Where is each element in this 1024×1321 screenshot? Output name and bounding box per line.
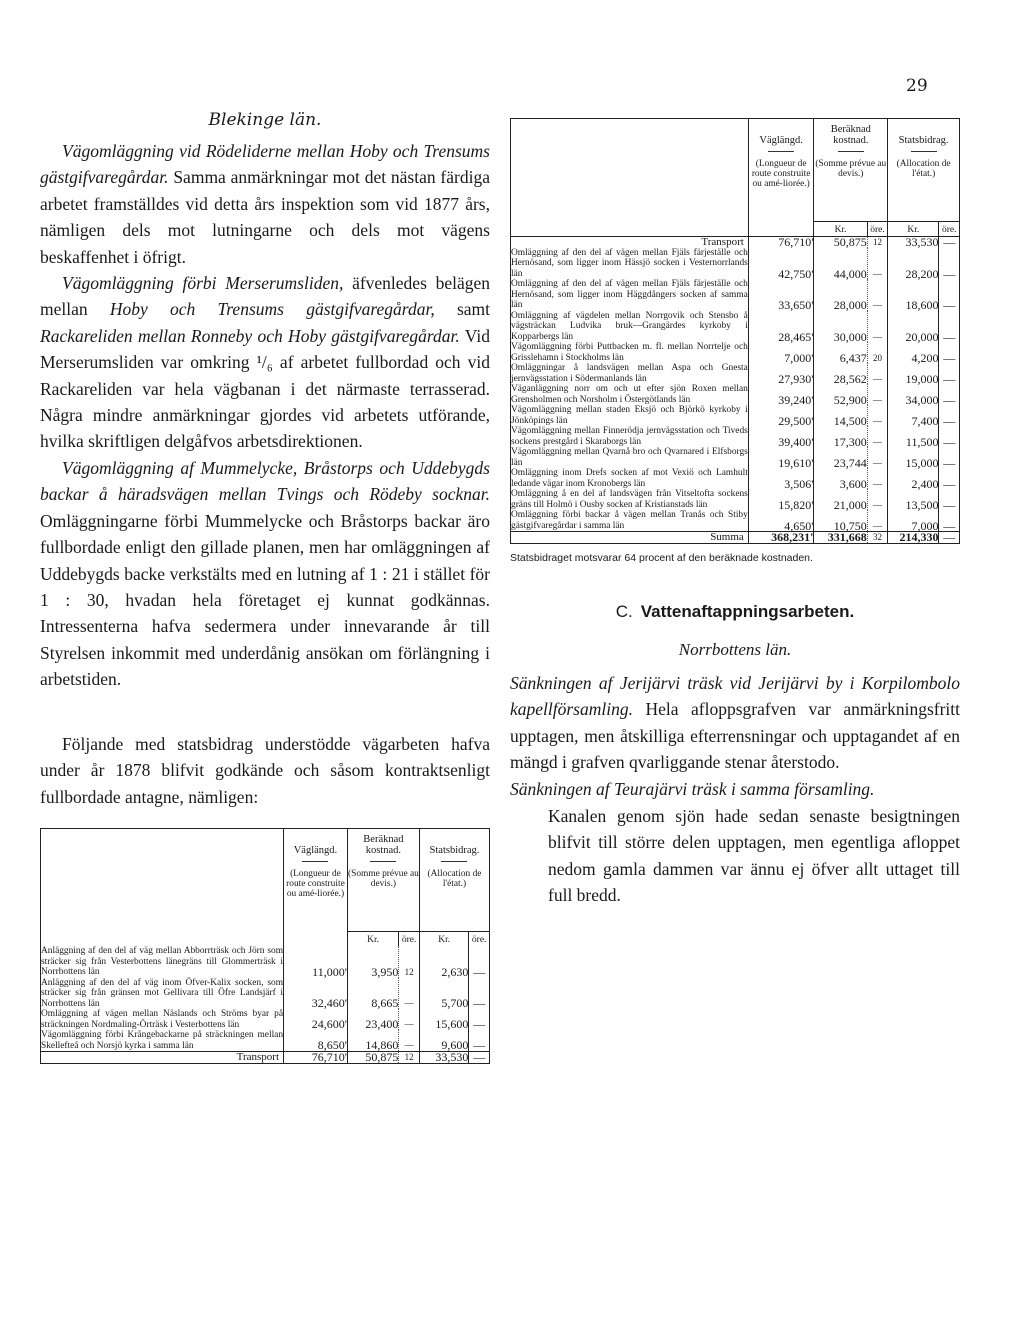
header-ore: öre. <box>867 222 888 237</box>
header-ore: öre. <box>399 932 420 947</box>
row-grant-ore: — <box>469 1009 490 1030</box>
row-cost-kr: 23,400 <box>347 1009 398 1030</box>
row-description: Omläggning af vägen mellan Näslands och Ströms byar på sträckningen Nordmaling-Örträsk i Vesterbottens län <box>41 1009 284 1030</box>
row-grant-ore: — <box>939 248 960 280</box>
header-kr: Kr. <box>888 222 939 237</box>
row-cost-kr: 23,744 <box>814 447 867 468</box>
row-grant-kr: 15,000 <box>888 447 939 468</box>
row-cost-kr: 3,600 <box>814 468 867 489</box>
paragraph-title: Vägomläggning af Mummelycke, Bråstorps och Uddebygds backar å häradsvägen mellan Tvings och Rödeby socknar. <box>40 457 490 505</box>
row-description: Omläggning inom Drefs socken af mot Vexiö och Lamhult ledande vägar inom Kronobergs län <box>511 468 748 489</box>
header-grant: Statsbidrag. <box>419 829 489 866</box>
row-cost-kr: 8,665 <box>347 978 398 1010</box>
row-cost-kr: 331,668 <box>814 532 867 544</box>
paragraph-text: äfvenledes belägen mellan <box>40 273 490 320</box>
row-length: 24,600' <box>284 1009 348 1030</box>
row-description: Omläggningar å landsvägen mellan Aspa och Gnesta jernvägsstation i Södermanlands län <box>511 363 748 384</box>
paragraph-text: Omläggningarne förbi Mummelycke och Bråstorps backar äro fullbordade enligt den gillade planen, men har omläggningen af Uddebygds backe verkstälts med en lutning af 1 : 21 i stället för 1 : 30, hvadan hela företaget ej kunnat godkännas. Intressenterna hafva sedermera under innevarande år till Styrelsen inkommit med underdånig ansökan om förlängning i arbetstiden. <box>40 510 490 690</box>
row-length: 28,465' <box>748 311 814 343</box>
paragraph-rodeliderne <box>40 138 490 270</box>
row-grant-ore: — <box>939 342 960 363</box>
row-cost-kr: 3,950 <box>347 946 398 978</box>
table-row <box>511 426 960 447</box>
paragraph-title: Vägomläggning förbi Merserumsliden, <box>62 273 344 294</box>
row-grant-kr: 20,000 <box>888 311 939 343</box>
row-description: Vägomläggning mellan Finnerödja jernvägsstation och Tiveds sockens prestgård i Skaraborgs län <box>511 426 748 447</box>
row-grant-kr: 9,600 <box>419 1030 468 1052</box>
row-cost-kr: 14,500 <box>814 405 867 426</box>
row-cost-kr: 10,750 <box>814 510 867 532</box>
sum-row <box>511 532 960 544</box>
row-cost-ore: — <box>867 468 888 489</box>
row-grant-kr: 7,400 <box>888 405 939 426</box>
paragraph-text: samt <box>434 299 490 320</box>
row-cost-kr: 30,000 <box>814 311 867 343</box>
row-grant-kr: 33,530 <box>419 1052 468 1064</box>
row-length: 76,710' <box>748 237 814 248</box>
row-length: 27,930' <box>748 363 814 384</box>
right-table-body <box>511 237 960 544</box>
row-grant-kr: 214,330 <box>888 532 939 544</box>
total-label: Transport <box>511 237 749 248</box>
row-grant-ore: — <box>469 978 490 1010</box>
table-row <box>511 405 960 426</box>
right-column <box>510 118 960 909</box>
row-cost-ore: — <box>399 1030 420 1052</box>
row-cost-kr: 52,900 <box>814 384 867 405</box>
row-grant-ore: — <box>939 279 960 311</box>
table-row <box>511 363 960 384</box>
table-row <box>41 946 490 978</box>
header-cost: Beräknad kostnad. <box>347 829 419 866</box>
table-row <box>511 384 960 405</box>
row-grant-kr: 19,000 <box>888 363 939 384</box>
table-row <box>41 978 490 1010</box>
header-length-fr: (Longueur de route construite ou amé-liorée.) <box>284 865 348 946</box>
row-cost-ore: — <box>867 405 888 426</box>
row-cost-ore: — <box>867 363 888 384</box>
row-length: 3,506' <box>748 468 814 489</box>
county-heading-norrbotten: Norrbottens län. <box>678 639 792 659</box>
header-ore: öre. <box>469 932 490 947</box>
row-cost-ore: — <box>867 489 888 510</box>
grant-table-right <box>510 118 960 544</box>
row-cost-ore: 32 <box>867 532 888 544</box>
row-length: 32,460' <box>284 978 348 1010</box>
row-length: 368,231' <box>748 532 814 544</box>
row-grant-kr: 4,200 <box>888 342 939 363</box>
row-cost-kr: 17,300 <box>814 426 867 447</box>
table-row <box>511 279 960 311</box>
row-grant-kr: 15,600 <box>419 1009 468 1030</box>
table-row <box>511 510 960 532</box>
row-length: 4,650' <box>748 510 814 532</box>
header-kr: Kr. <box>347 932 398 947</box>
county-heading-blekinge: Blekinge län. <box>208 110 322 130</box>
table-row <box>511 248 960 280</box>
row-grant-kr: 13,500 <box>888 489 939 510</box>
grant-table-left <box>40 828 490 1064</box>
table-row <box>511 468 960 489</box>
row-description: Omläggning af den del af vägen mellan Fjäls färjeställe och Hernösand, som ligger inom Hässjö socken i Vesternorrlands län <box>511 247 748 279</box>
header-length: Väglängd. <box>748 119 814 156</box>
table-row <box>511 342 960 363</box>
row-grant-ore: — <box>939 532 960 544</box>
row-cost-kr: 14,860 <box>347 1030 398 1052</box>
row-cost-kr: 21,000 <box>814 489 867 510</box>
row-cost-ore: 12 <box>399 946 420 978</box>
row-length: 76,710' <box>284 1052 348 1064</box>
row-cost-ore: 20 <box>867 342 888 363</box>
row-cost-ore: — <box>867 384 888 405</box>
row-grant-ore: — <box>469 946 490 978</box>
header-length: Väglängd. <box>284 829 348 866</box>
row-cost-ore: — <box>867 311 888 343</box>
row-cost-kr: 44,000 <box>814 248 867 280</box>
row-length: 33,650' <box>748 279 814 311</box>
row-length: 39,240' <box>748 384 814 405</box>
row-description: Vägomläggning mellan Qvarnå bro och Qvarnared i Elfsborgs län <box>511 447 748 468</box>
row-description: Omläggning förbi backar å vägen mellan Tranås och Stiby gästgifvaregårdar i samma län <box>511 510 748 531</box>
left-column <box>40 110 490 1064</box>
table-row <box>511 311 960 343</box>
row-grant-ore: — <box>939 384 960 405</box>
section-letter: C. <box>615 601 633 621</box>
row-grant-kr: 34,000 <box>888 384 939 405</box>
row-length: 15,820' <box>748 489 814 510</box>
row-grant-kr: 7,000 <box>888 510 939 532</box>
row-cost-kr: 28,000 <box>814 279 867 311</box>
row-description: Anläggning af den del af väg inom Öfver-Kalix socken, som sträcker sig från gränsen mot Gellivara till Öfre Landsjärf i Norrbottens län <box>41 977 284 1009</box>
page-number: 29 <box>906 76 928 96</box>
row-description: Vägomläggning förbi Puttbacken m. fl. mellan Norrtelje och Grisslehamn i Stockholms län <box>511 342 748 363</box>
row-grant-kr: 2,630 <box>419 946 468 978</box>
paragraph-merserumsliden <box>40 270 490 455</box>
row-description: Omläggning af den del af vägen mellan Fjäls färjeställe och Hernösand, som ligger inom Häggdångers socken af samma län <box>511 279 748 311</box>
section-heading-c <box>510 602 960 622</box>
row-description: Vägomläggning mellan staden Eksjö och Björkö kyrkoby i Jönköpings län <box>511 405 748 426</box>
header-kr: Kr. <box>419 932 468 947</box>
row-cost-ore: — <box>399 1009 420 1030</box>
row-grant-ore: — <box>469 1030 490 1052</box>
row-cost-kr: 50,875 <box>814 237 867 248</box>
row-length: 42,750' <box>748 248 814 280</box>
row-grant-kr: 5,700 <box>419 978 468 1010</box>
row-description: Anläggning af den del af väg mellan Abborrträsk och Jörn som sträcker sig från Vesterbottens länegräns till Glommerträsk i Norrbottens län <box>41 946 284 978</box>
paragraph-place: Rackareliden mellan Ronneby och Hoby gästgifvaregårdar. <box>40 325 460 346</box>
paragraph-jerijarvi <box>510 670 960 776</box>
row-grant-kr: 11,500 <box>888 426 939 447</box>
row-length: 7,000' <box>748 342 814 363</box>
header-length-fr: (Longueur de route construite ou amé-liorée.) <box>748 155 814 237</box>
row-length: 8,650' <box>284 1030 348 1052</box>
row-cost-ore: 12 <box>867 237 888 248</box>
row-cost-ore: — <box>867 510 888 532</box>
row-grant-ore: — <box>939 447 960 468</box>
table-row <box>511 489 960 510</box>
row-grant-ore: — <box>939 237 960 248</box>
paragraph-teurajarvi <box>510 776 960 803</box>
table-row <box>511 447 960 468</box>
table-row <box>41 1030 490 1052</box>
paragraph-text: Vid Merserumsliden var omkring ¹/₆ af arbetet fullbordad och vid Rackareliden var hela vägbanan i det närmaste terrasserad. Några mindre anmärkningar gjordes vid arbetets utförande, hvilka skriftligen delgåfvos arbetsdirektionen. <box>40 325 491 452</box>
paragraph-title: Sänkningen af Teurajärvi träsk i samma församling. <box>510 779 875 800</box>
header-cost-fr: (Somme prévue au devis.) <box>347 865 419 932</box>
row-length: 19,610' <box>748 447 814 468</box>
table-intro: Följande med statsbidrag understödde vägarbeten hafva under år 1878 blifvit godkände och såsom kontraktsenligt fullbordade antagne, nämligen: <box>40 733 490 807</box>
header-cost-fr: (Somme prévue au devis.) <box>814 155 888 222</box>
total-row <box>41 1052 490 1064</box>
row-cost-kr: 28,562 <box>814 363 867 384</box>
left-table-body <box>41 946 490 1063</box>
row-cost-kr: 6,437 <box>814 342 867 363</box>
row-grant-ore: — <box>939 489 960 510</box>
row-cost-ore: — <box>867 279 888 311</box>
header-grant-fr: (Allocation de l'état.) <box>888 155 960 222</box>
row-grant-kr: 18,600 <box>888 279 939 311</box>
row-length: 29,500' <box>748 405 814 426</box>
header-grant-fr: (Allocation de l'état.) <box>419 865 489 932</box>
row-cost-ore: — <box>867 248 888 280</box>
row-cost-ore: 12 <box>399 1052 420 1064</box>
header-kr: Kr. <box>814 222 867 237</box>
paragraph-text: Samma anmärkningar mot det nästan färdiga arbetet framställdes vid detta års inspektion som vid 1877 års, nämligen dels mot lutningarne och dels mot vägens beskaffenhet i öfrigt. <box>40 167 490 267</box>
header-ore: öre. <box>939 222 960 237</box>
row-grant-ore: — <box>939 426 960 447</box>
header-grant: Statsbidrag. <box>888 119 960 156</box>
paragraph-place: Hoby och Trensums gästgifvaregårdar, <box>109 299 435 320</box>
row-grant-ore: — <box>939 468 960 489</box>
total-label: Summa <box>511 532 749 544</box>
row-grant-ore: — <box>939 405 960 426</box>
row-description: Väganläggning norr om och ut efter sjön Roxen mellan Grensholmen och Norsholm i Östergötlands län <box>511 384 748 405</box>
table-footnote: Statsbidraget motsvarar 64 procent af den beräknade kostnaden. <box>510 551 813 564</box>
paragraph-text: Hela afloppsgrafven var anmärkningsfritt upptagen, men åtskilliga efterrensningar och upptagandet af en mängd i grafven qvarliggande stenar återstodo. <box>510 699 960 773</box>
row-cost-ore: — <box>399 978 420 1010</box>
section-title: Vattenaftappningsarbeten. <box>640 601 855 621</box>
paragraph-title: Sänkningen af Jerijärvi träsk vid Jerijärvi by i Korpilombolo kapellförsamling. <box>510 672 960 720</box>
row-length: 11,000' <box>284 946 348 978</box>
table-row <box>41 1009 490 1030</box>
row-grant-kr: 33,530 <box>888 237 939 248</box>
paragraph-title: Vägomläggning vid Rödeliderne mellan Hoby och Trensums gästgifvaregårdar. <box>40 141 490 188</box>
row-cost-kr: 50,875 <box>347 1052 398 1064</box>
row-grant-kr: 2,400 <box>888 468 939 489</box>
transport-row <box>511 237 960 248</box>
row-description: Omläggning å en del af landsvägen från Vitseltofta sockens gräns till Holmö i Ousby socken af Kristianstads län <box>511 489 748 510</box>
row-grant-kr: 28,200 <box>888 248 939 280</box>
paragraph-teurajarvi-text: Kanalen genom sjön hade sedan senaste besigtningen blifvit till större delen upptagen, men egentliga afloppet nedom gamla dammen var ännu ej öfver allt uttaget till full bredd. <box>548 805 960 906</box>
row-grant-ore: — <box>939 311 960 343</box>
row-grant-ore: — <box>939 363 960 384</box>
row-description: Vägomläggning förbi Krångebackarne på sträckningen mellan Skellefteå och Norsjö kyrka i samma län <box>41 1030 284 1051</box>
row-cost-ore: — <box>867 426 888 447</box>
paragraph-mummelycke <box>40 455 490 693</box>
row-description: Omläggning af vägdelen mellan Norrgovik och Stensbo å vägsträckan Ludvika bruk—Grangärdes kyrkoby i Kopparbergs län <box>511 310 748 342</box>
header-cost: Beräknad kostnad. <box>814 119 888 156</box>
row-grant-ore: — <box>939 510 960 532</box>
total-label: Transport <box>41 1052 284 1064</box>
row-grant-ore: — <box>469 1052 490 1064</box>
row-length: 39,400' <box>748 426 814 447</box>
row-cost-ore: — <box>867 447 888 468</box>
